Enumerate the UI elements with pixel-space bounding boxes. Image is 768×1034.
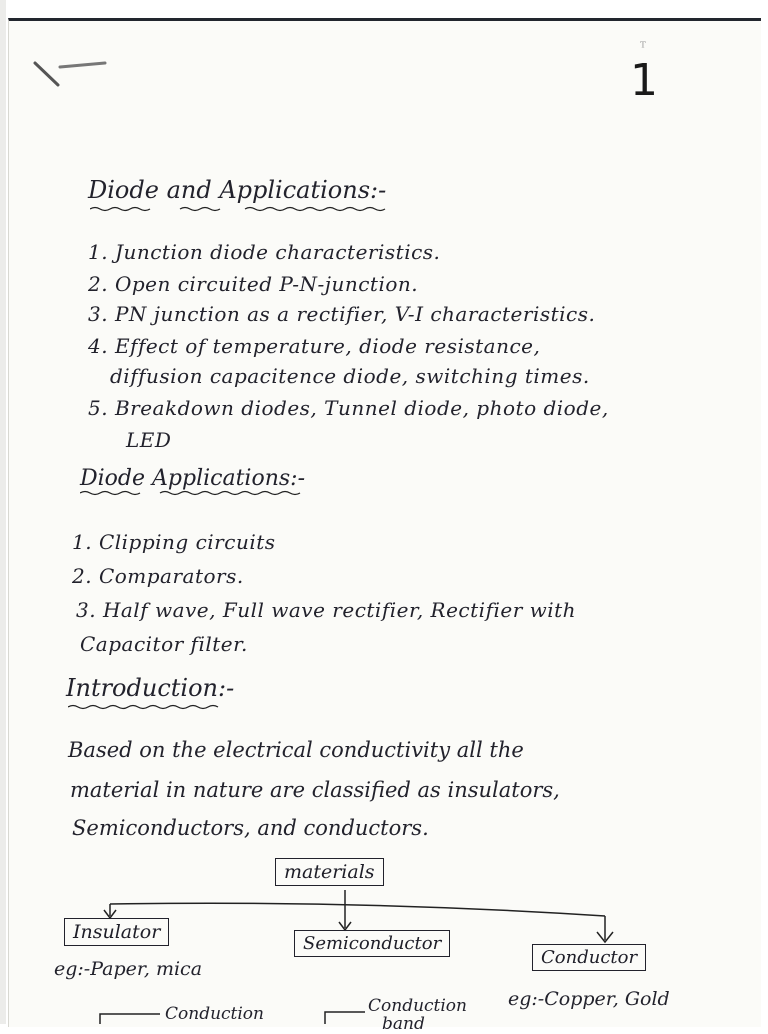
intro-text-line: Semiconductors, and conductors. xyxy=(72,816,429,840)
insulator-example: eg:-Paper, mica xyxy=(54,958,203,980)
semiconductor-node: Semiconductor xyxy=(294,930,450,957)
intro-text-line: Based on the electrical conductivity all the xyxy=(68,738,524,762)
topic-item: 3. PN junction as a rectifier, V-I characteristics. xyxy=(88,302,596,326)
introduction-underline xyxy=(68,704,228,710)
topic-item: 5. Breakdown diodes, Tunnel diode, photo diode, xyxy=(88,396,609,420)
intro-text-line: material in nature are classified as insulators, xyxy=(70,778,560,802)
introduction-heading: Introduction:- xyxy=(66,674,235,702)
topic-item-continued: LED xyxy=(126,428,172,452)
conduction-band-label-middle: Conduction xyxy=(368,996,467,1016)
insulator-node: Insulator xyxy=(64,918,169,946)
conductor-node: Conductor xyxy=(532,944,646,971)
pin-icon xyxy=(30,55,110,95)
application-item-continued: Capacitor filter. xyxy=(80,632,248,656)
scan-edge xyxy=(0,0,6,1024)
page-number: 1 xyxy=(630,55,658,106)
applications-underline xyxy=(80,490,310,496)
topic-item: 4. Effect of temperature, diode resistance, xyxy=(88,334,541,358)
application-item: 1. Clipping circuits xyxy=(72,530,276,554)
heading-underline xyxy=(90,206,390,212)
topic-item: 1. Junction diode characteristics. xyxy=(88,240,441,264)
notebook-page xyxy=(8,18,761,1027)
topic-item: 2. Open circuited P-N-junction. xyxy=(88,272,419,296)
conduction-band-label-middle-2: band xyxy=(382,1014,425,1034)
top-mark: ᵀ xyxy=(640,40,646,56)
materials-node: materials xyxy=(275,858,384,886)
conductor-example: eg:-Copper, Gold xyxy=(508,988,670,1010)
topic-item-continued: diffusion capacitence diode, switching times. xyxy=(110,364,590,388)
application-item: 2. Comparators. xyxy=(72,564,244,588)
conduction-band-label-left: Conduction xyxy=(165,1004,264,1024)
applications-heading: Diode Applications:- xyxy=(80,466,306,491)
section-heading: Diode and Applications:- xyxy=(88,176,387,204)
application-item: 3. Half wave, Full wave rectifier, Rectifier with xyxy=(76,598,577,622)
